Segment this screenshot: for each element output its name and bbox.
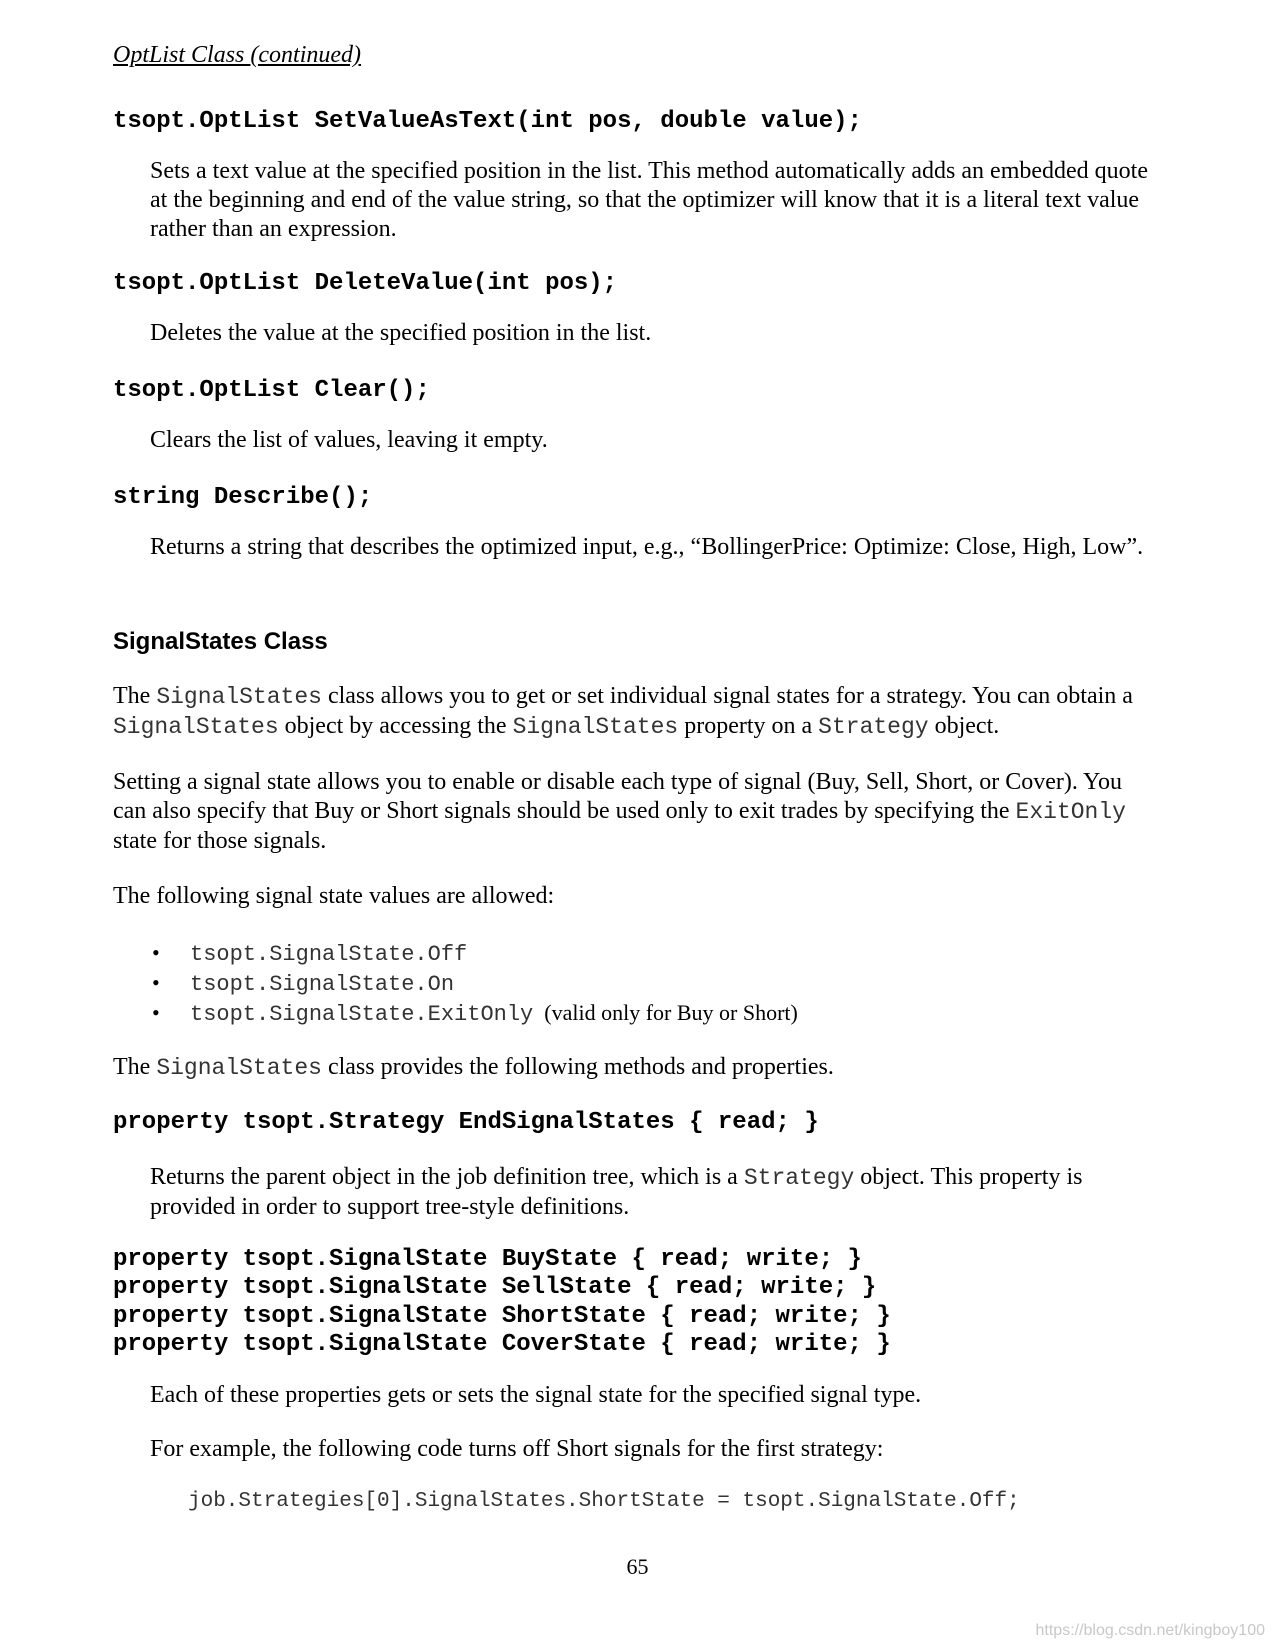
intro-code-4: Strategy	[818, 714, 929, 740]
page-number: 65	[626, 1554, 649, 1579]
property-description-endsignalstates	[150, 1163, 1150, 1222]
signal-state-list	[150, 938, 798, 1028]
method-signature-clear: tsopt.OptList Clear();	[113, 377, 430, 404]
bullet-icon: •	[152, 970, 160, 995]
list-item	[150, 938, 798, 968]
method-description-deletevalue: Deletes the value at the specified position in the list.	[150, 320, 652, 346]
intro-code-1: SignalStates	[156, 684, 322, 710]
method-signature-deletevalue: tsopt.OptList DeleteValue(int pos);	[113, 270, 618, 297]
intro-text-5: object.	[928, 713, 1000, 739]
running-head: OptList Class (continued)	[113, 42, 362, 68]
intro-code-2: SignalStates	[113, 714, 279, 740]
setting-text-1: Setting a signal state allows you to enable or disable each type of signal (Buy, Sell, Short, or Cover). You can also specify that Buy or Short signals should be used only to exit trades by specifying the	[113, 769, 1122, 824]
list-item	[150, 998, 798, 1028]
intro-code-3: SignalStates	[512, 714, 679, 740]
example-code: job.Strategies[0].SignalStates.ShortState = tsopt.SignalState.Off;	[188, 1490, 1020, 1513]
method-signature-describe: string Describe();	[113, 484, 373, 511]
properties-description: Each of these properties gets or sets the signal state for the specified signal type.	[150, 1382, 922, 1408]
intro-text-4: property on a	[678, 713, 819, 739]
bullet-icon: •	[152, 1000, 160, 1025]
example-intro: For example, the following code turns off Short signals for the first strategy:	[150, 1436, 884, 1462]
signal-state-code: tsopt.SignalState.On	[190, 972, 455, 997]
provides-text-1: The	[113, 1054, 157, 1080]
endsignalstates-code-1: Strategy	[743, 1165, 855, 1191]
intro-text-3: object by accessing the	[278, 713, 513, 739]
signal-state-code: tsopt.SignalState.Off	[190, 942, 468, 967]
method-description-describe: Returns a string that describes the optimized input, e.g., “BollingerPrice: Optimize: Close, High, Low”.	[150, 534, 1144, 560]
provides-code-1: SignalStates	[156, 1055, 322, 1081]
method-description-setvalueastext: Sets a text value at the specified position in the list. This method automatically adds an embedded quote at the beginning and end of the value string, so that the optimizer will know that it is a literal text value rather than an expression.	[150, 158, 1148, 242]
intro-text-1: The	[113, 683, 157, 709]
setting-code-1: ExitOnly	[1015, 799, 1126, 825]
endsignalstates-text-1: Returns the parent object in the job definition tree, which is a	[150, 1164, 744, 1190]
property-signature-coverstate: property tsopt.SignalState CoverState { read; write; }	[113, 1331, 891, 1358]
bullet-icon: •	[152, 940, 160, 965]
watermark-url: https://blog.csdn.net/kingboy100	[1035, 1622, 1265, 1639]
intro-paragraph	[113, 682, 1153, 742]
endsignalstates-text-2: object. This property is provided in order to support tree-style definitions.	[150, 1164, 1083, 1220]
allowed-values-paragraph: The following signal state values are allowed:	[113, 883, 555, 909]
section-heading: SignalStates Class	[113, 628, 328, 655]
method-description-clear: Clears the list of values, leaving it empty.	[150, 427, 548, 453]
intro-text-2: class allows you to get or set individual signal states for a strategy. You can obtain a	[321, 683, 1133, 709]
list-item	[150, 968, 798, 998]
property-signature-shortstate: property tsopt.SignalState ShortState { read; write; }	[113, 1303, 891, 1330]
signal-state-note: (valid only for Buy or Short)	[544, 1000, 798, 1025]
property-signature-sellstate: property tsopt.SignalState SellState { read; write; }	[113, 1274, 877, 1301]
provides-paragraph	[113, 1053, 1153, 1083]
method-signature-setvalueastext: tsopt.OptList SetValueAsText(int pos, double value);	[113, 108, 862, 135]
setting-paragraph	[113, 768, 1153, 856]
property-signature-buystate: property tsopt.SignalState BuyState { read; write; }	[113, 1246, 862, 1273]
setting-text-2: state for those signals.	[113, 828, 327, 854]
provides-text-2: class provides the following methods and properties.	[321, 1054, 834, 1080]
property-signature-endsignalstates: property tsopt.Strategy EndSignalStates { read; }	[113, 1109, 819, 1136]
signal-state-code: tsopt.SignalState.ExitOnly	[190, 1002, 534, 1027]
